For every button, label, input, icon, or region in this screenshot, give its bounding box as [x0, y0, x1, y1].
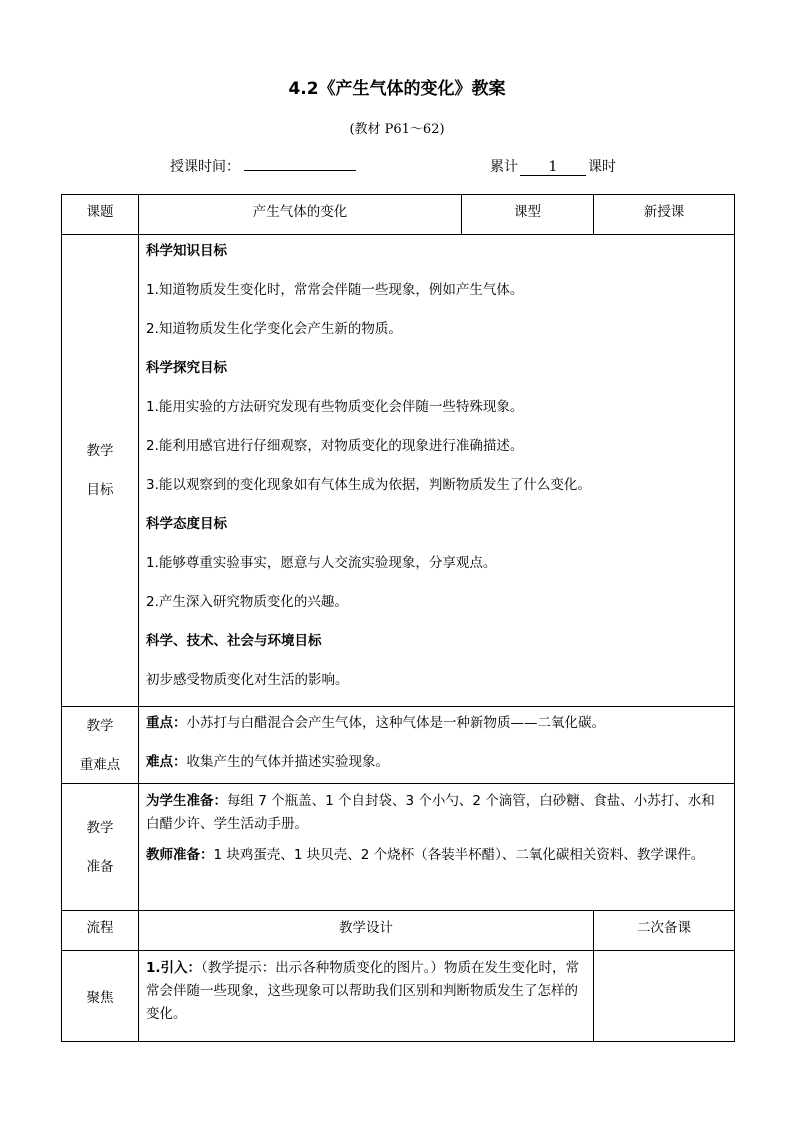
- lesson-time-label: 授课时间：: [170, 159, 240, 175]
- section-heading: 科学知识目标: [146, 243, 227, 259]
- lesson-time-blank: [244, 156, 356, 171]
- total-hours-field: [490, 156, 616, 176]
- process-row: [62, 951, 735, 1042]
- prep-row: [62, 784, 735, 911]
- lesson-time-field: [170, 156, 356, 176]
- type-value: 新授课: [594, 195, 735, 235]
- list-item: 2.产生深入研究物质变化的兴趣。: [146, 594, 348, 610]
- total-value: 1: [520, 159, 586, 176]
- section-heading: 科学态度目标: [146, 516, 227, 532]
- document-subtitle: (教材 P61～62): [349, 122, 445, 137]
- objectives-label: 教学 目标: [62, 235, 139, 707]
- list-item: 3.能以观察到的变化现象如有气体生成为依据，判断物质发生了什么变化。: [146, 477, 591, 493]
- list-item: 初步感受物质变化对生活的影响。: [146, 672, 349, 688]
- process-step-label: 聚焦: [62, 951, 139, 1042]
- total-unit: 课时: [588, 159, 616, 175]
- topic-label: 课题: [62, 195, 139, 235]
- teacher-prep: 教师准备：1 块鸡蛋壳、1 块贝壳、2 个烧杯（各装半杯醋）、二氧化碳相关资料、教学课件。: [146, 847, 705, 863]
- process-revision-cell: [594, 951, 735, 1042]
- list-item: 2.知道物质发生化学变化会产生新的物质。: [146, 321, 402, 337]
- header-row: [62, 195, 735, 235]
- keypoints-label: 教学 重难点: [62, 707, 139, 784]
- process-col-design: 教学设计: [139, 911, 594, 951]
- process-col-flow: 流程: [62, 911, 139, 951]
- topic-value: 产生气体的变化: [139, 195, 462, 235]
- total-label: 累计: [490, 159, 518, 175]
- section-heading: 科学、技术、社会与环境目标: [146, 633, 322, 649]
- objectives-content: [139, 235, 735, 707]
- list-item: 1.能够尊重实验事实，愿意与人交流实验现象，分享观点。: [146, 555, 497, 571]
- keypoints-row: [62, 707, 735, 784]
- student-prep: 为学生准备：每组 7 个瓶盖、1 个自封袋、3 个小勺、2 个滴管，白砂糖、食盐、小苏打、水和白醋少许、学生活动手册。: [146, 793, 715, 832]
- process-step-content: 1.引入：（教学提示：出示各种物质变化的图片。）物质在发生变化时，常常会伴随一些现象，这些现象可以帮助我们区别和判断物质发生了怎样的变化。: [139, 951, 594, 1042]
- process-col-revision: 二次备课: [594, 911, 735, 951]
- document-title: 4.2《产生气体的变化》教案: [288, 79, 506, 99]
- prep-label: 教学 准备: [62, 784, 139, 911]
- list-item: 2.能利用感官进行仔细观察，对物质变化的现象进行准确描述。: [146, 438, 524, 454]
- process-header-row: [62, 911, 735, 951]
- type-label: 课型: [462, 195, 594, 235]
- objectives-row: [62, 235, 735, 707]
- prep-content: [139, 784, 735, 911]
- list-item: 1.能用实验的方法研究发现有些物质变化会伴随一些特殊现象。: [146, 399, 524, 415]
- lesson-plan-table: [61, 194, 735, 1042]
- section-heading: 科学探究目标: [146, 360, 227, 376]
- key-point: 重点：小苏打与白醋混合会产生气体，这种气体是一种新物质——二氧化碳。: [146, 715, 605, 731]
- keypoints-content: [139, 707, 735, 784]
- list-item: 1.知道物质发生变化时，常常会伴随一些现象，例如产生气体。: [146, 282, 524, 298]
- difficult-point: 难点：收集产生的气体并描述实验现象。: [146, 754, 389, 770]
